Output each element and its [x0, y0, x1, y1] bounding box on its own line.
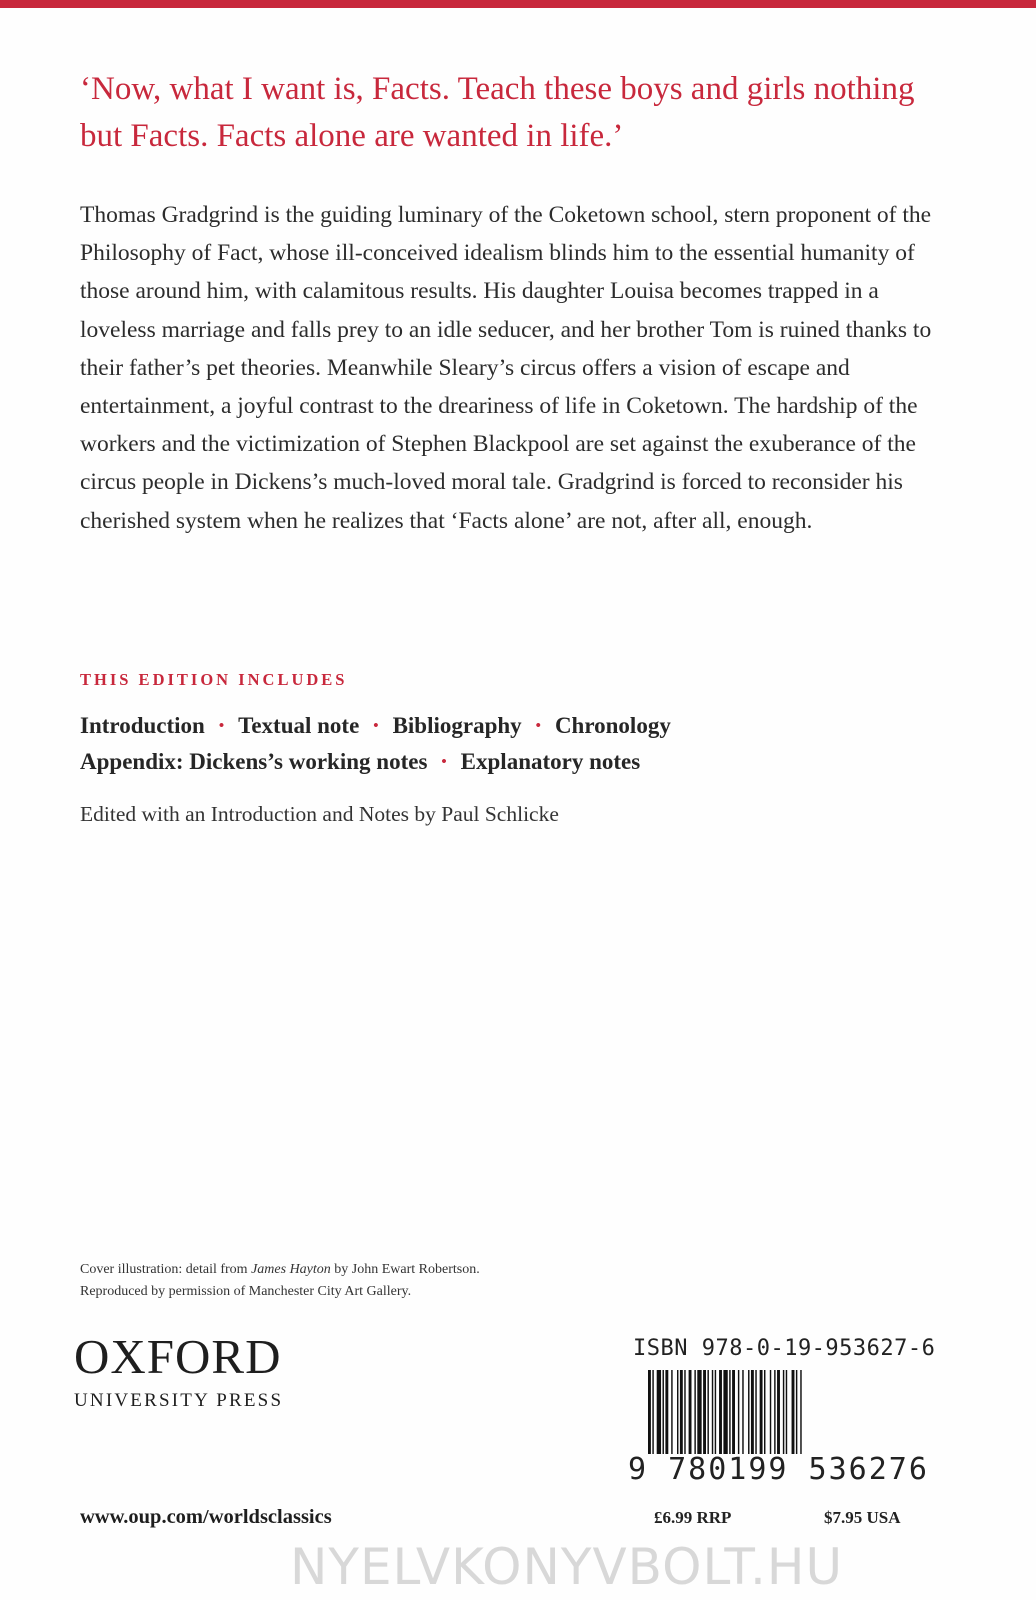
blurb-paragraph: Thomas Gradgrind is the guiding luminary of the Coketown school, stern proponent of the Philosophy of Fact, whose ill-conceived idealism blinds him to the essential humanity of those around him, with calamitous results. His daughter Louisa becomes trapped in a loveless marriage and falls prey to an idle seducer, and her brother Tom is ruined thanks to their father’s pet theories. Meanwhile Sleary’s circus offers a vision of escape and entertainment, a joyful contrast to the dreariness of life in Coketown. The hardship of the workers and the victimization of Stephen Blackpool are set against the exuberance of the circus people in Dickens’s much-loved moral tale. Gradgrind is forced to reconsider his cherished system when he realizes that ‘Facts alone’ are not, after all, enough.	[80, 202, 932, 534]
publisher-name: OXFORD	[74, 1329, 282, 1384]
barcode-digits: 9 780199 536276	[628, 1452, 929, 1487]
pull-quote: ‘Now, what I want is, Facts. Teach these boys and girls nothing but Facts. Facts alone are wanted in life.’	[80, 71, 915, 154]
credit-artwork-title: James Hayton	[251, 1262, 331, 1277]
barcode-icon	[648, 1370, 940, 1454]
feature-item: Explanatory notes	[460, 749, 641, 774]
editor-credit: Edited with an Introduction and Notes by Paul Schlicke	[80, 802, 559, 826]
bullet-separator: •	[441, 754, 447, 770]
publisher-url: www.oup.com/worldsclassics	[80, 1506, 332, 1528]
feature-item: Bibliography	[392, 713, 522, 738]
credit-prefix: Cover illustration: detail from	[80, 1262, 248, 1277]
features-row-2	[80, 744, 960, 780]
bullet-separator: •	[373, 718, 379, 734]
features-row-1	[80, 708, 960, 744]
oxford-university-press-logo	[74, 1329, 284, 1412]
credit-suffix: by John Ewart Robertson.	[334, 1262, 480, 1277]
feature-item: Textual note	[238, 713, 360, 738]
price-us: $7.95 USA	[824, 1508, 901, 1527]
top-accent-bar	[0, 0, 1036, 8]
credit-line-2: Reproduced by permission of Manchester City Art Gallery.	[80, 1284, 412, 1299]
feature-item: Introduction	[80, 713, 205, 738]
bullet-separator: •	[218, 718, 225, 734]
feature-item: Chronology	[554, 713, 671, 738]
feature-item: Appendix: Dickens’s working notes	[80, 749, 428, 774]
credit-line-1	[80, 1259, 640, 1281]
price-gb: £6.99 RRP	[654, 1508, 732, 1527]
cover-illustration-credit	[80, 1259, 640, 1303]
bullet-separator: •	[535, 718, 541, 734]
watermark-text: NYELVKONYVBOLT.HU	[290, 1538, 844, 1596]
edition-heading: THIS EDITION INCLUDES	[80, 670, 348, 689]
isbn-label: ISBN 978-0-19-953627-6	[633, 1336, 936, 1361]
publisher-subname: UNIVERSITY PRESS	[74, 1390, 284, 1411]
edition-features	[80, 708, 960, 780]
